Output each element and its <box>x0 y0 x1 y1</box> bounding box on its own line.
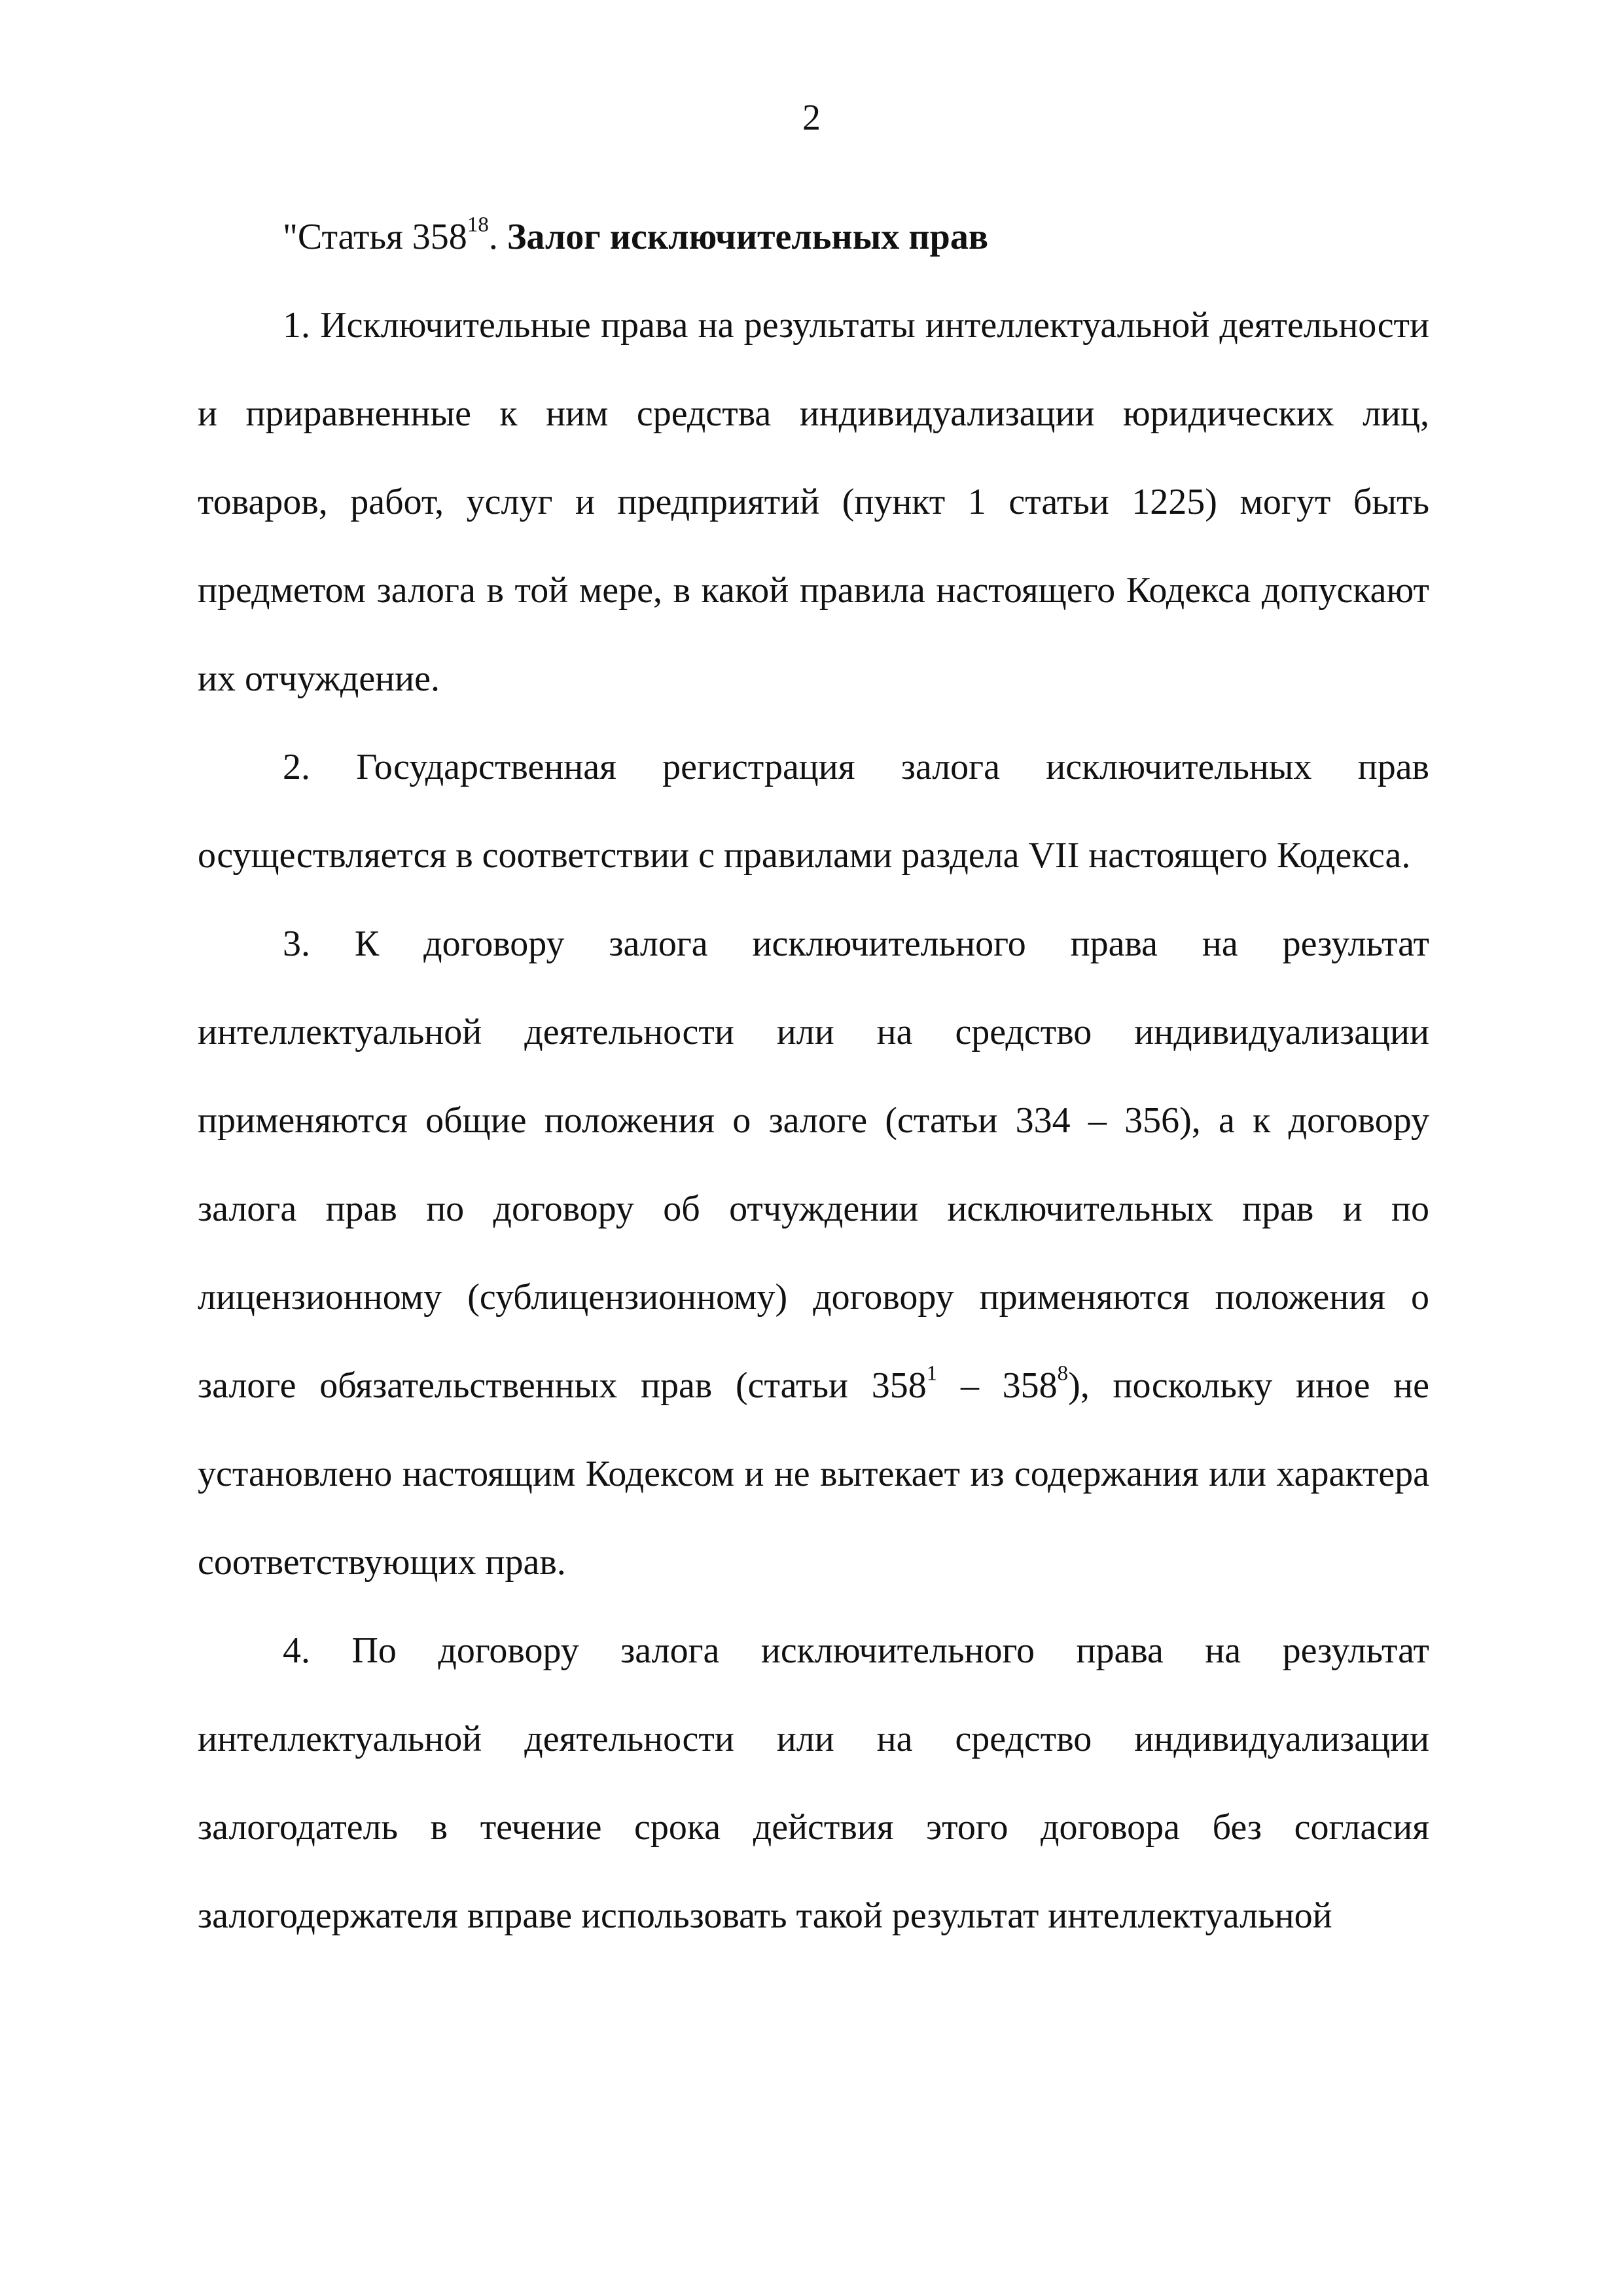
paragraph-3-part-3: ), поскольку иное не установлено настоящим Кодексом и не вытекает из содержания или характера соответствующих прав. <box>198 1365 1430 1583</box>
article-heading: Залог исключительных прав <box>507 217 989 257</box>
article-number-superscript: 18 <box>467 213 489 237</box>
article-dot: . <box>488 217 507 257</box>
paragraph-3 <box>198 900 1429 1607</box>
article-prefix: "Статья 358 <box>283 217 467 257</box>
article-title <box>198 193 1429 281</box>
paragraph-2: 2. Государственная регистрация залога исключительных прав осуществляется в соответствии с правилами раздела VII настоящего Кодекса. <box>198 747 1429 876</box>
paragraph-3-part-2: – 358 <box>937 1365 1058 1406</box>
page-number: 2 <box>802 98 821 138</box>
paragraph-4: 4. По договору залога исключительного права на результат интеллектуальной деятельности или на средство индивидуализации залогодатель в течение срока действия этого договора без согласия залогодержателя вправе использовать такой результат интеллектуальной <box>198 1630 1429 1936</box>
paragraph-3-superscript-2: 8 <box>1057 1361 1069 1386</box>
paragraph-3-superscript-1: 1 <box>926 1361 938 1386</box>
document-body <box>198 193 1429 1960</box>
paragraph-1: 1. Исключительные права на результаты интеллектуальной деятельности и приравненные к ним средства индивидуализации юридических лиц, товаров, работ, услуг и предприятий (пункт 1 статьи 1225) могут быть предметом залога в той мере, в какой правила настоящего Кодекса допускают их отчуждение. <box>198 305 1429 699</box>
paragraph-3-part-1: 3. К договору залога исключительного права на результат интеллектуальной деятельности или на средство индивидуализации применяются общие положения о залоге (статьи 334 – 356), а к договору залога прав по договору об отчуждении исключительных прав и по лицензионному (сублицензионному) договору применяются положения о залоге обязательственных прав (статьи 358 <box>198 924 1429 1406</box>
